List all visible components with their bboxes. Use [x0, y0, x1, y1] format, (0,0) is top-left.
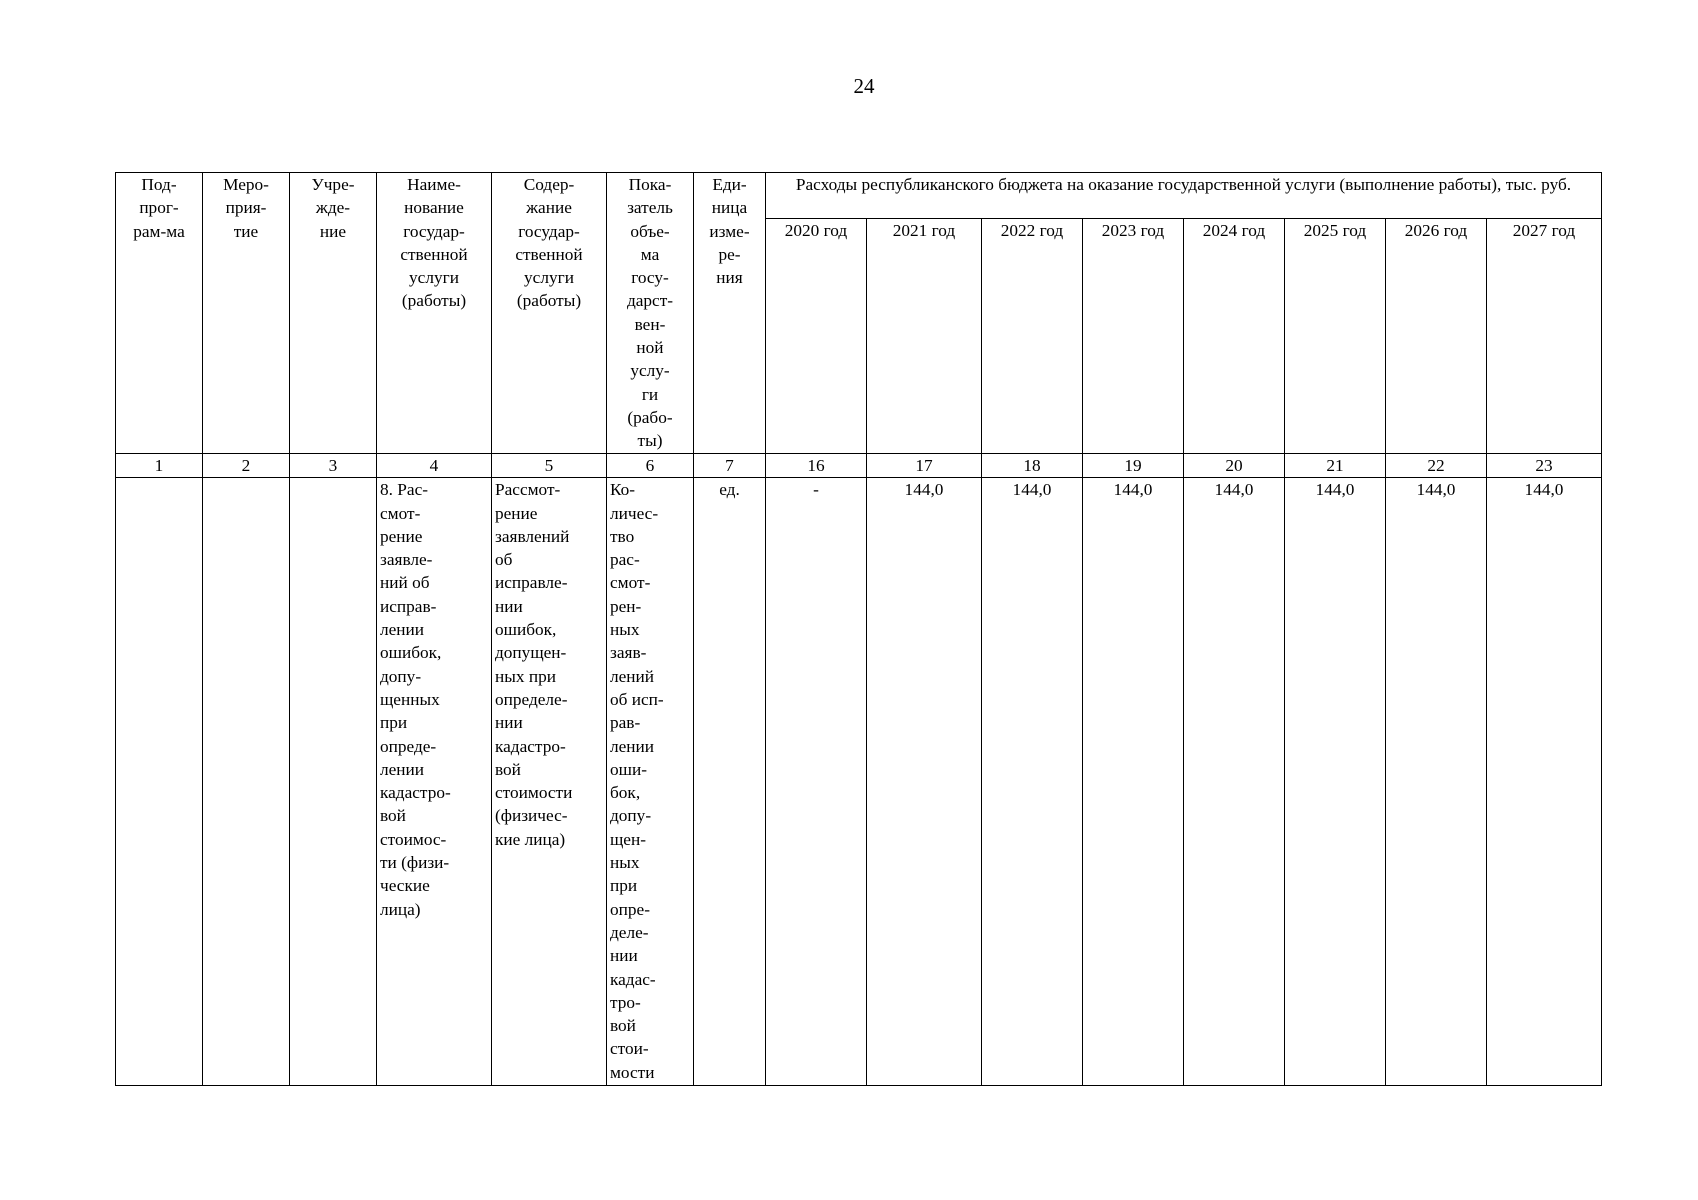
column-number: 23	[1487, 454, 1602, 478]
service-name-cell: 8. Рас- смот- рение заявле- ний об исправ- лении ошибок, допу- щенных при опреде- лении кадастро- вой стоимос- ти (физи- ческие лица)	[377, 478, 492, 1086]
value-2026-cell: 144,0	[1386, 478, 1487, 1086]
header-year: 2020 год	[766, 219, 867, 454]
value-2021-cell: 144,0	[867, 478, 982, 1086]
budget-table	[115, 172, 1602, 1086]
column-number: 16	[766, 454, 867, 478]
column-number: 4	[377, 454, 492, 478]
service-content-cell: Рассмот- рение заявлений об исправле- нии ошибок, допущен- ных при определе- нии кадастро- вой стоимости (физичес- кие лица)	[492, 478, 607, 1086]
value-2024-cell: 144,0	[1184, 478, 1285, 1086]
header-year: 2025 год	[1285, 219, 1386, 454]
header-service-name: Наиме- нование государ- ственной услуги (работы)	[377, 173, 492, 454]
header-year: 2024 год	[1184, 219, 1285, 454]
value-2025-cell: 144,0	[1285, 478, 1386, 1086]
column-number: 22	[1386, 454, 1487, 478]
subprogram-cell	[116, 478, 203, 1086]
header-budget-expenses: Расходы республиканского бюджета на оказание государственной услуги (выполнение работы), тыс. руб.	[766, 173, 1602, 219]
value-2027-cell: 144,0	[1487, 478, 1602, 1086]
column-number: 5	[492, 454, 607, 478]
value-2023-cell: 144,0	[1083, 478, 1184, 1086]
volume-indicator-cell: Ко- личес- тво рас- смот- рен- ных заяв- лений об исп- рав- лении оши- бок, допу- щен- ных при опре- деле- нии кадас- тро- вой стои- мости	[607, 478, 694, 1086]
column-number: 21	[1285, 454, 1386, 478]
column-number: 3	[290, 454, 377, 478]
header-service-content: Содер- жание государ- ственной услуги (работы)	[492, 173, 607, 454]
column-number: 17	[867, 454, 982, 478]
unit-cell: ед.	[694, 478, 766, 1086]
column-number-row	[116, 454, 1602, 478]
header-volume-indicator: Пока- затель объе- ма госу- дарст- вен- ной услу- ги (рабо- ты)	[607, 173, 694, 454]
header-subprogram: Под- прог- рам-ма	[116, 173, 203, 454]
header-year: 2023 год	[1083, 219, 1184, 454]
column-number: 2	[203, 454, 290, 478]
table-row	[116, 478, 1602, 1086]
column-number: 7	[694, 454, 766, 478]
header-year: 2026 год	[1386, 219, 1487, 454]
header-unit: Еди- ница изме- ре- ния	[694, 173, 766, 454]
column-number: 6	[607, 454, 694, 478]
institution-cell	[290, 478, 377, 1086]
header-year: 2021 год	[867, 219, 982, 454]
value-2020-cell: -	[766, 478, 867, 1086]
page-number: 24	[853, 74, 875, 98]
activity-cell	[203, 478, 290, 1086]
header-year: 2022 год	[982, 219, 1083, 454]
column-number: 20	[1184, 454, 1285, 478]
column-number: 1	[116, 454, 203, 478]
value-2022-cell: 144,0	[982, 478, 1083, 1086]
column-number: 18	[982, 454, 1083, 478]
column-number: 19	[1083, 454, 1184, 478]
header-institution: Учре- жде- ние	[290, 173, 377, 454]
header-activity: Меро- прия- тие	[203, 173, 290, 454]
header-year: 2027 год	[1487, 219, 1602, 454]
